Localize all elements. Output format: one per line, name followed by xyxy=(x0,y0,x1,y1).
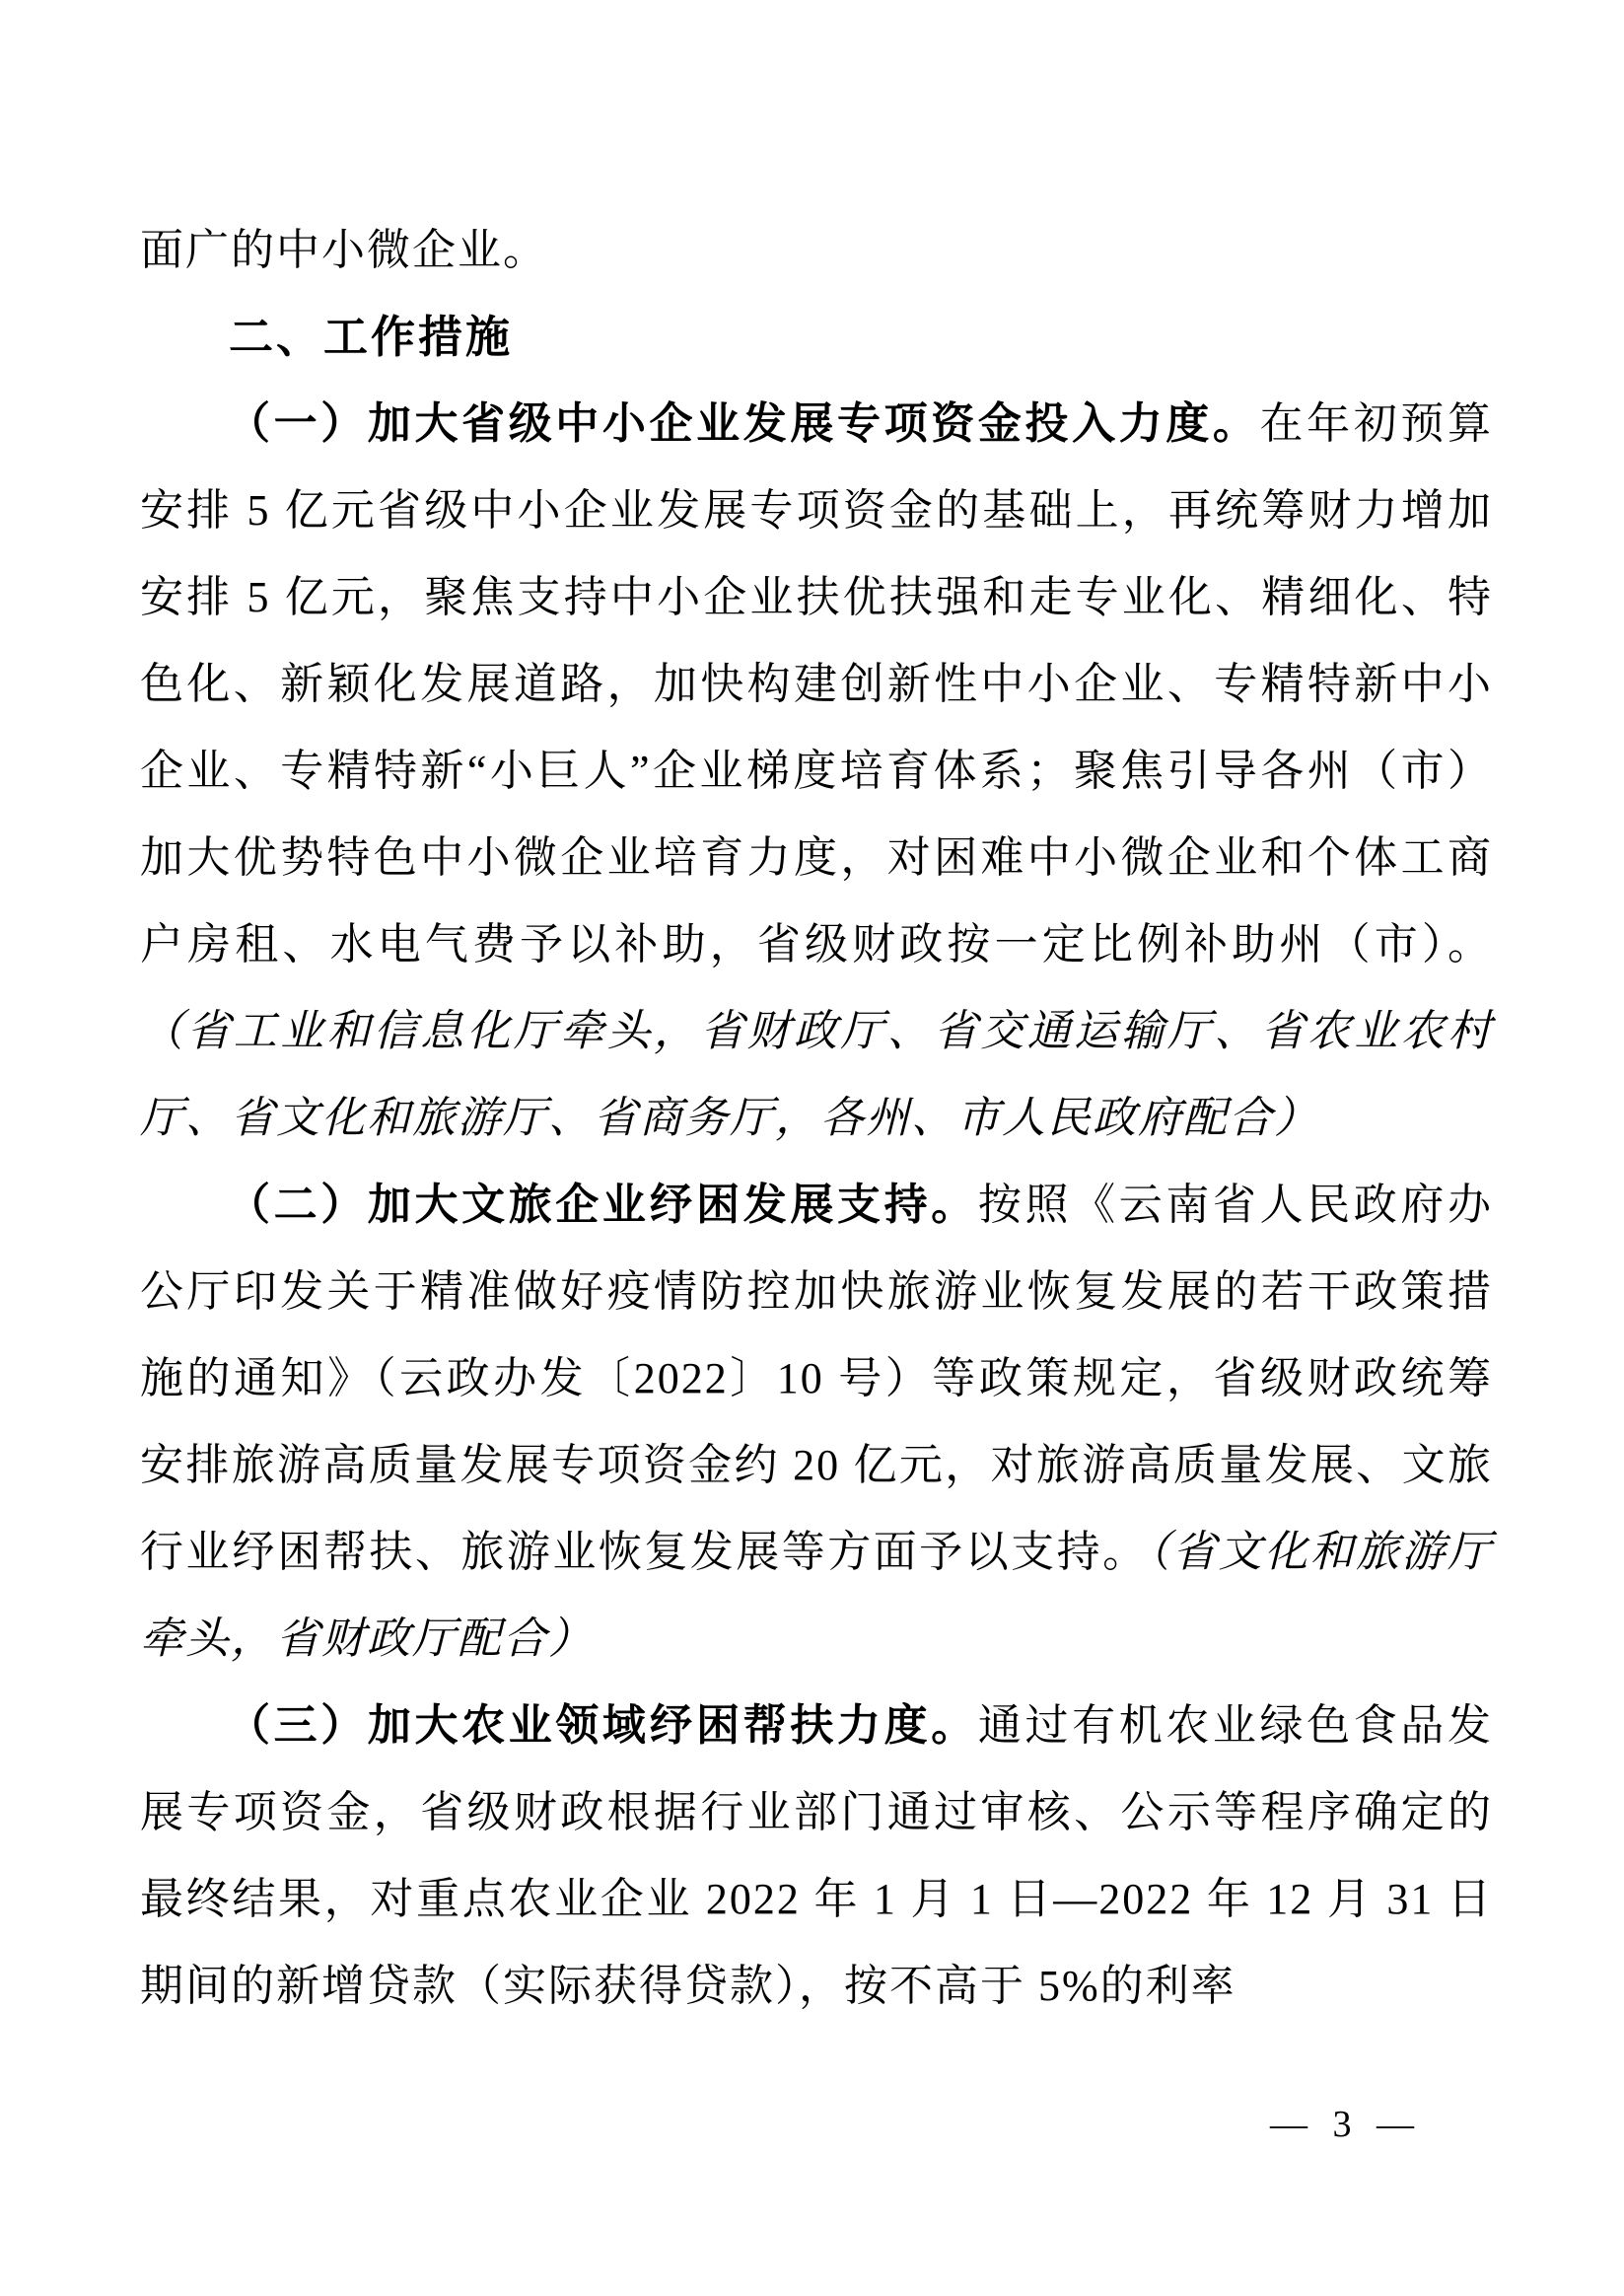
paragraph-1-text: 在年初预算安排 5 亿元省级中小企业发展专项资金的基础上，再统筹财力增加安排 5 亿元，聚焦支持中小企业扶优扶强和走专业化、精细化、特色化、新颖化发展道路，加快构建创新性中小企业、专精特新中小企业、专精特新“小巨人”企业梯度培育体系；聚焦引导各州（市）加大优势特色中小微企业培育力度，对困难中小微企业和个体工商户房租、水电气费予以补助，省级财政按一定比例补助州（市）。 xyxy=(140,399,1494,969)
paragraph-3 xyxy=(140,1683,1493,2030)
paragraph-2 xyxy=(140,1162,1493,1683)
paragraph-2-lead: （二）加大文旅企业纾困发展支持。 xyxy=(227,1181,978,1229)
paragraph-1-lead: （一）加大省级中小企业发展专项资金投入力度。 xyxy=(227,399,1260,448)
paragraph-3-lead: （三）加大农业领域纾困帮扶力度。 xyxy=(227,1701,978,1750)
paragraph-1-note: （省工业和信息化厅牵头，省财政厅、省交通运输厅、省农业农村厅、省文化和旅游厅、省商务厅，各州、市人民政府配合） xyxy=(140,1007,1493,1142)
paragraph-2-note: （省文化和旅游厅牵头，省财政厅配合） xyxy=(140,1528,1494,1663)
paragraph-continuation: 面广的中小微企业。 xyxy=(140,226,548,274)
paragraph-3-text: 通过有机农业绿色食品发展专项资金，省级财政根据行业部门通过审核、公示等程序确定的最终结果，对重点农业企业 2022 年 1 月 1 日—2022 年 12 月 31 日期间的新增贷款（实际获得贷款），按不高于 5%的利率 xyxy=(140,1701,1494,2010)
paragraph-2-text: 按照《云南省人民政府办公厅印发关于精准做好疫情防控加快旅游业恢复发展的若干政策措施的通知》（云政办发〔2022〕10 号）等政策规定，省级财政统筹安排旅游高质量发展专项资金约 20 亿元，对旅游高质量发展、文旅行业纾困帮扶、旅游业恢复发展等方面予以支持。 xyxy=(140,1181,1494,1576)
paragraph-1 xyxy=(140,381,1493,1162)
page-number: — 3 — xyxy=(1270,2104,1422,2145)
document-body xyxy=(140,207,1493,2030)
section-heading: 二、工作措施 xyxy=(229,312,514,362)
